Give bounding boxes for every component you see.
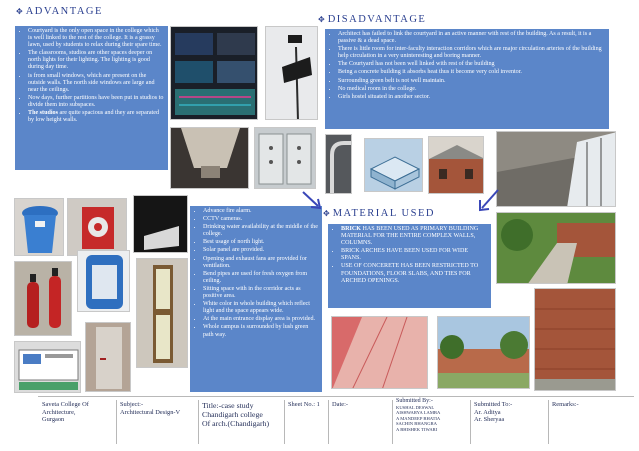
date-cell: Date:- [332, 401, 348, 408]
list-item: • BRICK HAS BEEN USED AS PRIMARY BUILDING MATERIAL FOR THE ENTIRE COMPLEX WALLS, COLUMNS. [341, 226, 487, 247]
disadvantage-list [325, 29, 609, 101]
list-item: • Advance fire alarm. [203, 208, 318, 215]
brick-wall-photo [534, 288, 616, 391]
window-photo [136, 258, 188, 368]
sheet-cell: Sheet No.: 1 [288, 401, 320, 408]
list-item: • Drinking water availability at the middle of the college. [203, 224, 318, 238]
dark-corridor-photo [133, 195, 188, 253]
list-item: • Sitting space with in the corridor acts as positive area. [203, 286, 318, 300]
list-item: • Surrounding green belt is not well maintain. [338, 78, 605, 85]
list-item: • The Courtyard has not been well linked with rest of the building [338, 61, 605, 68]
building-diagram [364, 138, 423, 192]
dustbin-photo [14, 198, 64, 256]
list-item: • Being a concrete building it absorbs heat thus it become very cold inventor. [338, 69, 605, 76]
electric-panel-photo [254, 127, 316, 189]
material-heading: ✥ MATERIAL USED [323, 208, 435, 219]
list-item: • CCTV cameras. [203, 216, 318, 223]
list-item: • Courtyard is the only open space in the college which is well linked to the rest of the college. It is a grassy lawn, used by students to relax during their spare time. [28, 28, 164, 49]
submitted-to-cell: Submitted To:- Ar. Aditya Ar. Sheryaa [474, 401, 513, 424]
list-item: • The classrooms, studios are other spaces deeper on north lights for their lighting. The lighting is good during day time. [28, 50, 164, 71]
door-photo [85, 322, 131, 392]
facilities-panel [190, 206, 322, 392]
display-board-photo [14, 341, 81, 393]
list-item: • Now days, further partitions have been put in studios to divide them into subspaces. [28, 95, 164, 109]
arrow-icon [476, 188, 500, 214]
submitted-by-cell: Submitted By:- KUSHAL DESWAL AISHWARYA LAMBA A MANDEEP BHATIA SACHIN BHANGRA A BHISHEK TIWARI [396, 398, 441, 432]
facilities-list [190, 206, 322, 339]
list-item: • Best usage of north light. [203, 239, 318, 246]
fire-alarm-photo [67, 198, 127, 256]
ceiling-photo [170, 127, 249, 189]
brick-paving-photo [331, 316, 428, 389]
list-item: • Whole campus is surrounded by lush green path way. [203, 324, 318, 338]
college-exterior-photo [437, 316, 530, 389]
disadvantage-heading: ✥ DISADVANTAGE [318, 14, 427, 25]
list-item: • Solar panel are provided. [203, 247, 318, 254]
disadvantage-panel [325, 29, 609, 129]
remarks-cell: Remarks:- [552, 401, 579, 408]
list-item: • There is little room for inter-faculty interaction corridors which are major circulation arteries of the building help circulation in a very uninteresting and boring manner. [338, 46, 605, 60]
material-panel [328, 224, 491, 308]
cctv-monitor-photo [170, 26, 258, 120]
advantage-panel [15, 26, 168, 170]
title-cell: Title:-case study Chandigarh college Of arch.(Chandigarh) [202, 401, 270, 428]
list-item: • Opening and exhaust fans are provided for ventilation. [203, 256, 318, 270]
list-item: • White color in whole building which reflect light and the space appears wide. [203, 301, 318, 315]
list-item: • is from small windows, which are present on the outside walls. The north side windows are large and near the ceilings. [28, 73, 164, 94]
advantage-list [15, 26, 168, 124]
water-cooler-photo [77, 250, 130, 312]
college-cell: Saveta College Of Architecture, Gurgaon [42, 401, 89, 424]
green-path-photo [496, 212, 616, 284]
star-icon: ✥ [323, 209, 330, 218]
solar-lamp-photo [265, 26, 318, 120]
star-icon: ✥ [16, 7, 23, 16]
list-item: • USE OF CONCERETE HAS BEEN RESTRICTED TO FOUNDATIONS, FLOOR SLABS, AND TIES FOR ARCHED OPENINGS. [341, 263, 487, 284]
corridor-photo [496, 131, 616, 207]
star-icon: ✥ [318, 15, 325, 24]
list-item: • The studios are quite spacious and they are separated by low height walls. [28, 110, 164, 124]
fire-extinguisher-photo [14, 261, 72, 336]
subject-cell: Subject:- Architectural Design-V [120, 401, 181, 416]
list-item: • Girls hostel situated in another sector. [338, 94, 605, 101]
bend-pipes-photo [325, 134, 352, 194]
advantage-heading: ✥ ADVANTAGE [16, 6, 103, 17]
list-item: • Architect has failed to link the courtyard in an active manner with rest of the building. As a result, it is a passive & a dead space. [338, 31, 605, 45]
title-block [38, 396, 634, 451]
material-list [328, 224, 491, 285]
list-item: • At the main entrance display area is provided. [203, 316, 318, 323]
list-item: • BRICK ARCHES HAVE BEEN USED FOR WIDE SPANS. [341, 248, 487, 262]
list-item: • Bend pipes are used for fresh oxygen from ceiling. [203, 271, 318, 285]
arrow-icon [300, 190, 326, 212]
list-item: • No medical room in the college. [338, 86, 605, 93]
brick-building-photo [428, 136, 484, 194]
